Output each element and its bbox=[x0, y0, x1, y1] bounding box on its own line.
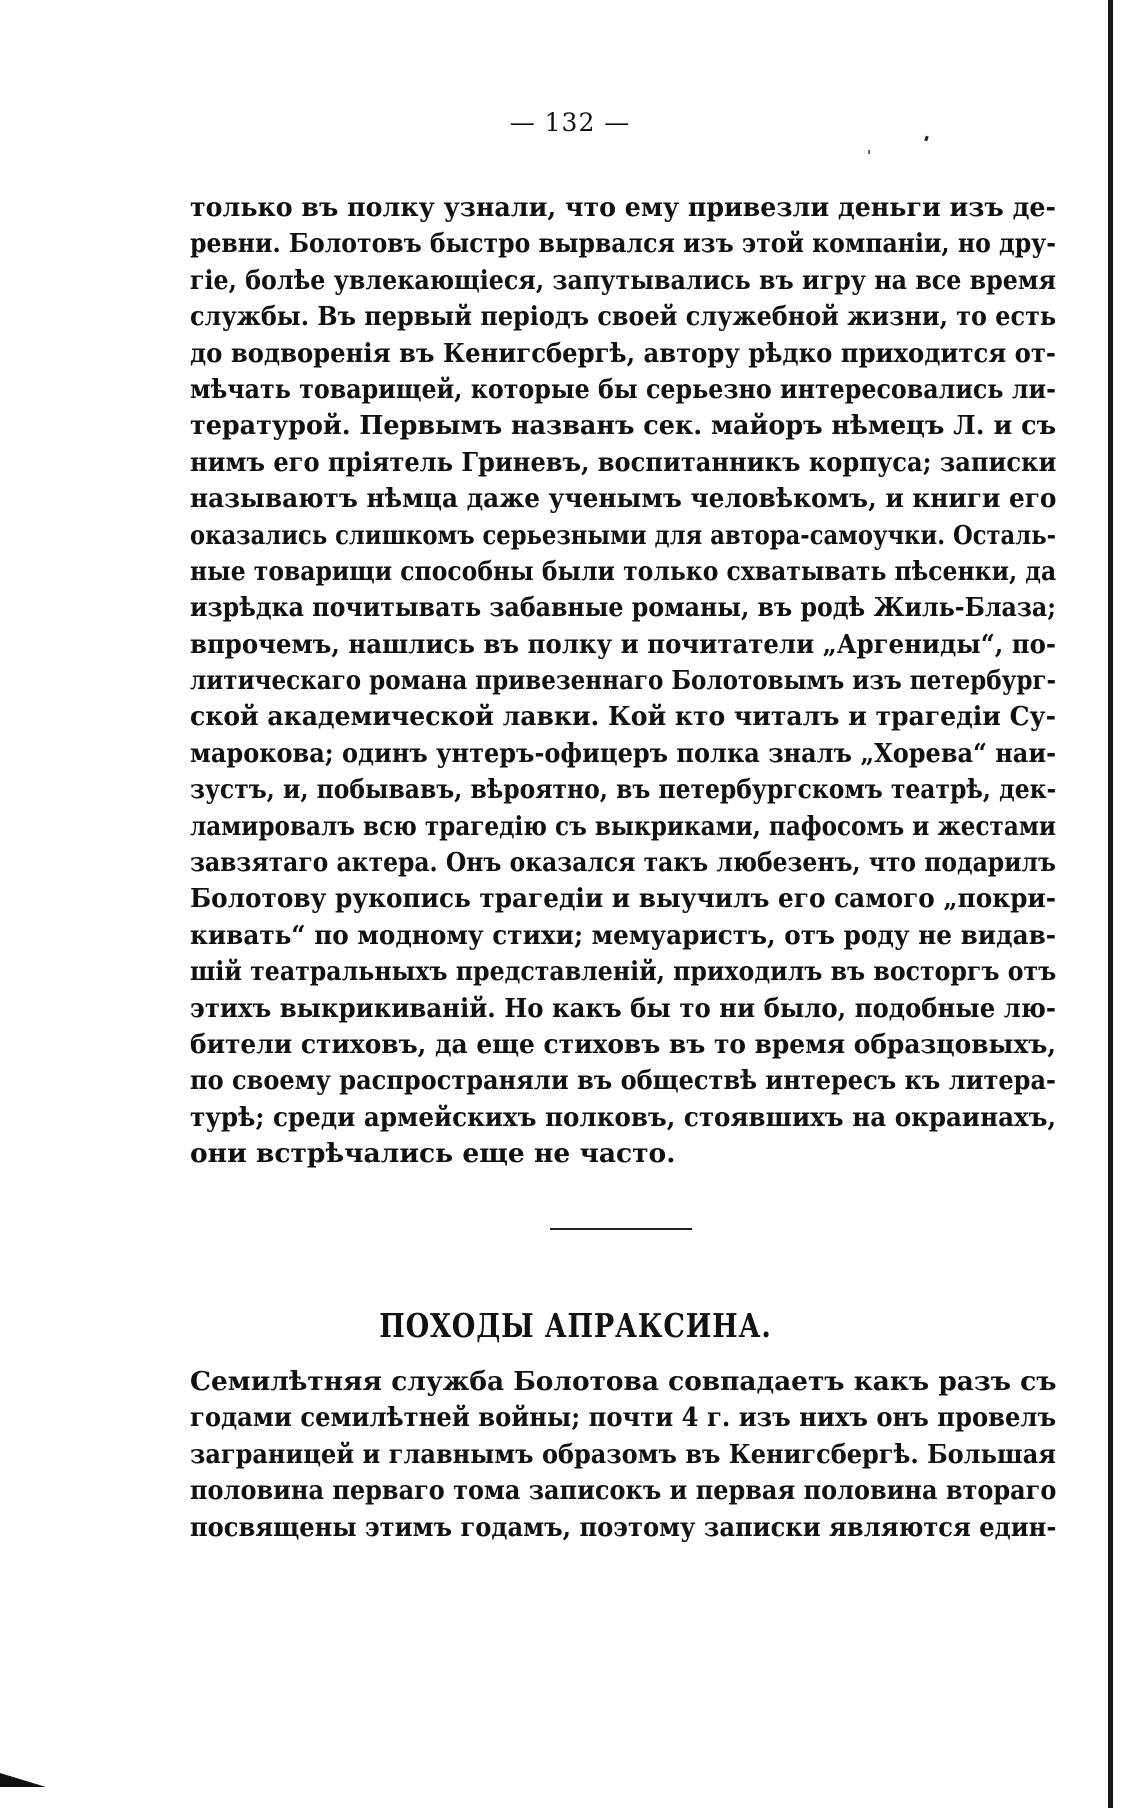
text-line: литическаго романа привезеннаго Болотовымъ изъ петербург- bbox=[190, 665, 1057, 697]
page-edge-line bbox=[1108, 0, 1113, 1808]
section-title: ПОХОДЫ АПРАКСИНА. bbox=[379, 1306, 772, 1345]
text-line: ревни. Болотовъ быстро вырвался изъ этой компаніи, но дру- bbox=[190, 228, 1056, 260]
page-number: — 132 — bbox=[509, 108, 631, 137]
text-line: до водворенія въ Кенигсбергѣ, автору рѣдко приходится от- bbox=[190, 337, 1056, 369]
text-line: нимъ его пріятель Гриневъ, воспитанникъ корпуса; записки bbox=[190, 446, 1057, 478]
text-line: шій театральныхъ представленій, приходилъ въ восторгъ отъ bbox=[190, 956, 1057, 988]
text-line: Семилѣтняя служба Болотова совпадаетъ какъ разъ съ bbox=[190, 1366, 1057, 1397]
ink-speck bbox=[868, 150, 870, 154]
text-line: оказались слишкомъ серьезными для автора-самоучки. Осталь- bbox=[190, 519, 1056, 551]
text-line: гіе, болѣе увлекающіеся, запутывались въ игру на все время bbox=[190, 264, 1056, 296]
main-paragraph bbox=[190, 190, 1056, 1173]
text-line: половина перваго тома записокъ и первая половина втораго bbox=[190, 1475, 1057, 1507]
text-line: называютъ нѣмца даже ученымъ человѣкомъ, и книги его bbox=[190, 483, 1057, 515]
text-line: только въ полку узнали, что ему привезли деньги изъ де- bbox=[190, 192, 1056, 223]
text-line: мѣчать товарищей, которые бы серьезно интересовались ли- bbox=[190, 373, 1056, 405]
text-line: ные товарищи способны были только схватывать пѣсенки, да bbox=[190, 555, 1057, 587]
text-line: службы. Въ первый періодъ своей служебной жизни, то есть bbox=[190, 301, 1057, 333]
text-line: ламировалъ всю трагедію съ выкриками, пафосомъ и жестами bbox=[190, 810, 1056, 842]
text-line: заграницей и главнымъ образомъ въ Кенигсбергѣ. Большая bbox=[190, 1438, 1056, 1470]
text-line: марокова; одинъ унтеръ-офицеръ полка зналъ „Хорева“ наи- bbox=[190, 737, 1057, 769]
text-line: бители стиховъ, да еще стиховъ въ то время образцовыхъ, bbox=[190, 1028, 1056, 1060]
section-divider bbox=[550, 1228, 692, 1230]
text-line: завзятаго актера. Онъ оказался такъ любезенъ, что подарилъ bbox=[190, 847, 1056, 879]
section-paragraph bbox=[190, 1364, 1056, 1546]
text-line: посвящены этимъ годамъ, поэтому записки являются един- bbox=[190, 1511, 1057, 1543]
text-line: ской академической лавки. Кой кто читалъ и трагедіи Су- bbox=[190, 701, 1056, 733]
text-line: этихъ выкрикиваній. Но какъ бы то ни было, подобные лю- bbox=[190, 992, 1056, 1024]
text-line: Болотову рукопись трагедіи и выучилъ его самого „покри- bbox=[190, 883, 1056, 915]
text-line: турѣ; среди армейскихъ полковъ, стоявшихъ на окраинахъ, bbox=[190, 1101, 1056, 1133]
text-line: зустъ, и, побывавъ, вѣроятно, въ петербургскомъ театрѣ, дек- bbox=[190, 774, 1057, 806]
text-line: они встрѣчались еще не часто. bbox=[190, 1138, 676, 1170]
page-corner-mark bbox=[0, 1763, 46, 1787]
text-line: изрѣдка почитывать забавные романы, въ родѣ Жиль-Блаза; bbox=[190, 592, 1056, 624]
text-line: по своему распространяли въ обществѣ интересъ къ литера- bbox=[190, 1065, 1056, 1097]
text-line: кивать“ по модному стихи; мемуаристъ, отъ роду не видав- bbox=[190, 919, 1056, 951]
text-line: тературой. Первымъ названъ сек. майоръ нѣмецъ Л. и съ bbox=[190, 410, 1057, 442]
text-line: впрочемъ, нашлись въ полку и почитатели „Аргениды“, по- bbox=[190, 628, 1056, 660]
text-line: годами семилѣтней войны; почти 4 г. изъ нихъ онъ провелъ bbox=[190, 1402, 1057, 1434]
